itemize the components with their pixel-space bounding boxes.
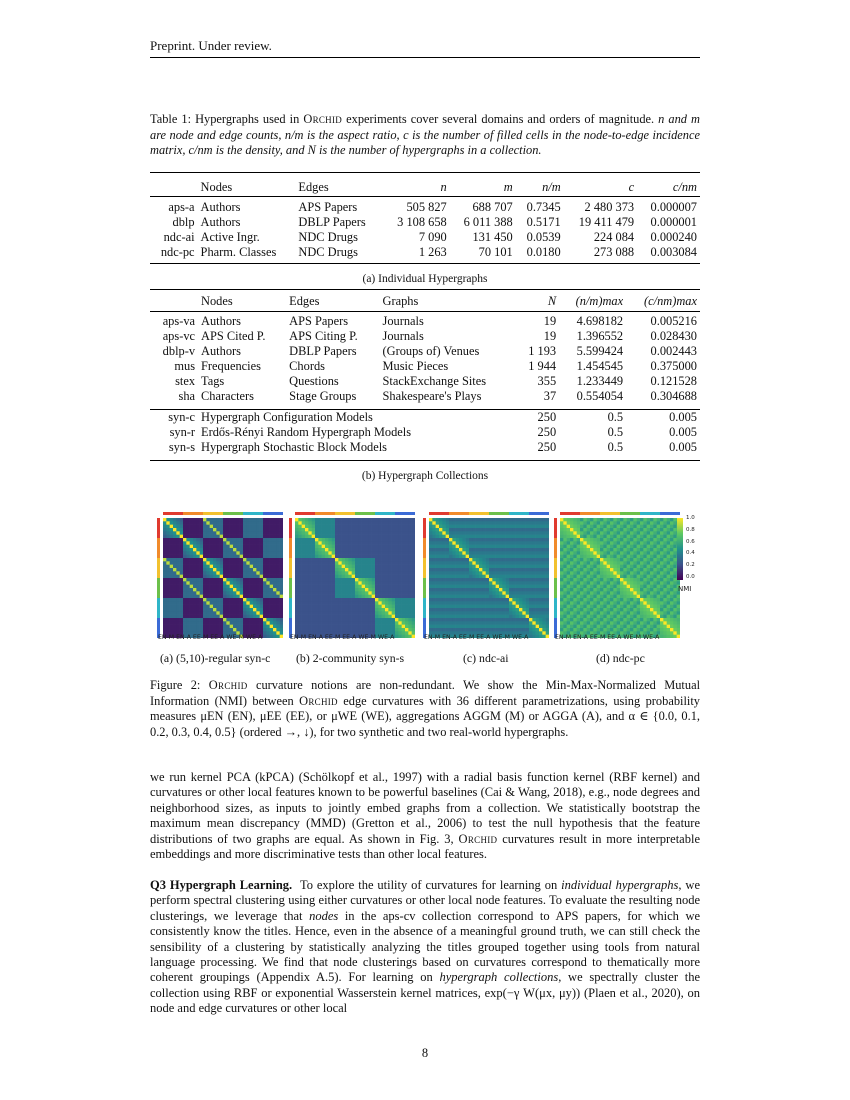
table-cell: 7 090 <box>418 230 447 244</box>
paragraph-kpca: we run kernel PCA (kPCA) (Schölkopf et al., 1997) with a radial basis function kernel (RBF kernel) and curvatures or other local features known to be powerful baselines (Cai & Wang, 2018), e.g., node degrees and neighborhood sizes, as inputs to jointly embed graphs from a collection. We statistically bootstrap the maximum mean discrepancy (MMD) (Gretton et al., 2006) to test the null hypothesis that the feature distributions of two graphs are equal. As shown in Fig. 3, Orchid curvatures result in more interpretable embeddings and more discriminative tests than other local features. <box>150 770 700 862</box>
table-cell: 505 827 <box>406 200 447 214</box>
table-cell: Characters <box>201 389 255 403</box>
table-cell: 0.005216 <box>650 314 697 328</box>
table1a-subcaption: (a) Individual Hypergraphs <box>362 273 488 285</box>
table-cell: 19 <box>543 314 557 328</box>
table-cell: 6 011 388 <box>463 215 513 229</box>
table-row <box>150 200 700 215</box>
table-cell: 0.121528 <box>650 374 697 388</box>
table1b-header-cell: N <box>547 293 557 308</box>
table1a <box>150 178 700 260</box>
table1a-mid-rule <box>150 196 700 197</box>
table1b-header-cell: (c/nm)max <box>644 293 697 308</box>
table-cell: APS Papers <box>298 200 358 214</box>
q3-heading: Q3 Hypergraph Learning. <box>150 878 293 892</box>
table1a-header-cell: c/nm <box>672 179 697 194</box>
table-cell: APS Cited P. <box>201 329 266 343</box>
table-cell: Erdős-Rényi Random Hypergraph Models <box>201 425 412 439</box>
table-cell: Stage Groups <box>289 389 357 403</box>
table-row <box>150 410 700 425</box>
table-cell: Shakespeare's Plays <box>382 389 482 403</box>
table-row <box>150 314 700 329</box>
panel-c-caption: (c) ndc-ai <box>463 651 509 665</box>
table-cell: APS Papers <box>289 314 349 328</box>
table-cell: Frequencies <box>201 359 261 373</box>
table-cell: 0.5 <box>607 440 624 454</box>
colorbar-tick: 0.2 <box>686 562 695 569</box>
table-cell: 1 944 <box>528 359 557 373</box>
table-cell: aps-va <box>162 314 196 328</box>
table-cell: dblp <box>172 215 195 229</box>
table-cell: 0.5 <box>607 410 624 424</box>
table-cell: 37 <box>543 389 557 403</box>
table-cell: APS Citing P. <box>289 329 358 343</box>
table-cell: 70 101 <box>478 245 513 259</box>
table-cell: 1 193 <box>528 344 557 358</box>
table-cell: 355 <box>537 374 557 388</box>
header-rule <box>150 57 700 58</box>
table-cell: syn-r <box>169 425 196 439</box>
table-cell: 0.005 <box>669 410 697 424</box>
table-row <box>150 230 700 245</box>
table-cell: 0.005 <box>669 440 697 454</box>
table-cell: Chords <box>289 359 325 373</box>
table-row <box>150 344 700 359</box>
table-cell: ndc-ai <box>163 230 195 244</box>
table-row <box>150 245 700 260</box>
table-cell: 0.5171 <box>526 215 561 229</box>
table-row <box>150 329 700 344</box>
table-cell: 5.599424 <box>576 344 624 358</box>
colorbar-tick: 1.0 <box>686 515 695 521</box>
table-cell: syn-c <box>168 410 196 424</box>
table-cell: 0.0180 <box>526 245 561 259</box>
table-cell: 131 450 <box>472 230 513 244</box>
table1b-mid-rule <box>150 311 700 312</box>
table-cell: 1.396552 <box>576 329 624 343</box>
table-cell: 0.005 <box>669 425 697 439</box>
table-cell: aps-vc <box>162 329 196 343</box>
tick-labels-a: EN-M EN-A EE-M EE-A WE-M WE-A <box>158 634 263 641</box>
table-cell: Journals <box>382 329 424 343</box>
table1b-header-cell: Edges <box>289 293 320 308</box>
table-cell: Journals <box>382 314 424 328</box>
table1a-bottom-rule <box>150 263 700 264</box>
table-cell: 250 <box>537 425 557 439</box>
table-cell: mus <box>174 359 196 373</box>
table-cell: 3 108 658 <box>397 215 447 229</box>
tick-labels-c: EN-M EN-A EE-M EE-A WE-M WE-A <box>424 634 529 641</box>
table-cell: 0.000007 <box>650 200 697 214</box>
table1a-header-cell <box>150 178 198 196</box>
table-cell: Tags <box>201 374 225 388</box>
table-cell: 19 <box>543 329 557 343</box>
table1a-header-cell: Nodes <box>200 179 233 194</box>
table-row <box>150 374 700 389</box>
table-cell: 1.233449 <box>576 374 624 388</box>
table1a-header-cell: n/m <box>542 179 561 194</box>
tick-labels-b: EN-M EN-A EE-M EE-A WE-M WE-A <box>290 634 395 641</box>
table-cell: 0.028430 <box>650 329 697 343</box>
table-cell: 688 707 <box>472 200 513 214</box>
table-cell: 250 <box>537 410 557 424</box>
table-row <box>150 425 700 440</box>
table-cell: Pharm. Classes <box>200 245 277 259</box>
table-cell: Authors <box>200 215 241 229</box>
table-cell: Authors <box>200 200 241 214</box>
table-cell: (Groups of) Venues <box>382 344 480 358</box>
table1b <box>150 292 700 455</box>
table1b-top-rule <box>150 289 700 290</box>
table-cell: 0.5 <box>607 425 624 439</box>
figure2-caption: Figure 2: Orchid curvature notions are non-redundant. We show the Min-Max-Normalized Mutual Information (NMI) between Orchid edge curvatures with 36 different parametrizations, using probability measures μEN (EN), μEE (EE), or μWE (WE), aggregations AGGM (M) or AGGA (A), and α ∈ {0.0, 0.1, 0.2, 0.3, 0.4, 0.5} (ordered →, ↓), for two synthetic and two real-world hypergraphs. <box>150 678 701 739</box>
table1a-header-cell: Edges <box>298 179 329 194</box>
heatmap-ndc-ai <box>423 512 549 638</box>
table-cell: 0.000240 <box>650 230 697 244</box>
table-cell: NDC Drugs <box>298 245 358 259</box>
table1b-header-cell: Graphs <box>382 293 419 308</box>
table-cell: 19 411 479 <box>578 215 635 229</box>
page-number: 8 <box>421 1046 429 1060</box>
table-cell: dblp-v <box>162 344 196 358</box>
table-cell: 0.003084 <box>650 245 697 259</box>
table-cell: 2 480 373 <box>584 200 635 214</box>
table-cell: StackExchange Sites <box>382 374 487 388</box>
table-cell: Hypergraph Stochastic Block Models <box>201 440 387 454</box>
table1b-bottom-rule <box>150 460 700 461</box>
table-cell: aps-a <box>168 200 195 214</box>
table-row <box>150 440 700 455</box>
table-cell: NDC Drugs <box>298 230 358 244</box>
table1b-subcaption: (b) Hypergraph Collections <box>361 470 489 482</box>
table-cell: Active Ingr. <box>200 230 260 244</box>
table-cell: 224 084 <box>593 230 635 244</box>
table1a-header-row <box>150 178 700 196</box>
heatmap-syn-c <box>157 512 283 638</box>
table-cell: ndc-pc <box>160 245 195 259</box>
panel-a-caption: (a) (5,10)-regular syn-c <box>160 651 271 665</box>
tick-labels-d: EN-M EN-A EE-M EE-A WE-M WE-A <box>555 634 660 641</box>
table1a-header-cell: c <box>628 179 635 194</box>
table1b-header-cell: (n/m)max <box>575 293 624 308</box>
table-cell: 1.454545 <box>576 359 624 373</box>
table-cell: 0.304688 <box>650 389 697 403</box>
table1b-header-row <box>150 292 700 310</box>
table-cell: DBLP Papers <box>298 215 366 229</box>
panel-d-caption: (d) ndc-pc <box>596 651 645 665</box>
table1a-header-cell: n <box>440 179 447 194</box>
colorbar-tick: 0.6 <box>686 538 695 545</box>
table-cell: sha <box>178 389 196 403</box>
table-cell: 0.7345 <box>526 200 561 214</box>
colorbar-tick: 0.8 <box>686 526 695 533</box>
table-cell: Hypergraph Configuration Models <box>201 410 373 424</box>
table-cell: 250 <box>537 440 557 454</box>
table-cell: 1 263 <box>418 245 447 259</box>
paragraph-q3: Q3 Hypergraph Learning. To explore the utility of curvatures for learning on individual hypergraphs, we perform spectral clustering using either curvatures or other local node features. To evaluate the resulting node clusterings, we leverage that nodes in the aps-cv collection correspond to APS papers, for which we consistently know the titles. Hence, even in the absence of a meaningful ground truth, we can still check the sensibility of a clustering by statistically analyzing the titles grouped together using tools from natural language processing. We find that node clusterings based on curvatures correspond to thematically more coherent groupings (Appendix A.5). For learning on hypergraph collections, we spectrally cluster the collection using RBF or exponential Wasserstein kernel matrices, exp(−γ W(μx, μy)) (Plaen et al., 2020), on node and edge curvatures or other local <box>150 878 701 1016</box>
table-cell: 0.002443 <box>650 344 697 358</box>
heatmap-ndc-pc <box>554 512 680 638</box>
colorbar-tick: 0.4 <box>686 550 695 557</box>
table1a-top-rule <box>150 172 700 173</box>
table-row <box>150 359 700 374</box>
table-cell: Authors <box>201 344 241 358</box>
table-cell: 0.000001 <box>650 215 697 229</box>
panel-b-caption: (b) 2-community syn-s <box>296 651 405 665</box>
table-cell: syn-s <box>168 440 196 454</box>
table-cell: 0.554054 <box>576 389 624 403</box>
table1b-syn-rule <box>150 409 700 410</box>
table-cell: 273 088 <box>593 245 635 259</box>
running-header: Preprint. Under review. <box>150 38 272 53</box>
table1b-header-cell: Nodes <box>201 293 233 308</box>
table-cell: 4.698182 <box>576 314 624 328</box>
table-cell: Questions <box>289 374 339 388</box>
table1-caption: Table 1: Hypergraphs used in Orchid experiments cover several domains and orders of magnitude. n and m are node and edge counts, n/m is the aspect ratio, c is the number of filled cells in the node-to-edge incidence matrix, c/nm is the density, and N is the number of hypergraphs in a collection. <box>150 112 700 157</box>
colorbar-tick: 0.0 <box>686 574 695 580</box>
heatmap-syn-s <box>289 512 415 638</box>
table-cell: 0.375000 <box>650 359 697 373</box>
table-cell: stex <box>175 374 196 388</box>
colorbar-label: NMI <box>678 585 692 593</box>
table-cell: 0.0539 <box>526 230 561 244</box>
table-cell: Music Pieces <box>382 359 449 373</box>
table1a-header-cell: m <box>503 179 513 194</box>
colorbar <box>677 518 683 580</box>
table1b-header-cell <box>150 292 198 310</box>
table-row <box>150 389 700 404</box>
table-row <box>150 215 700 230</box>
table-cell: Authors <box>201 314 241 328</box>
table-cell: DBLP Papers <box>289 344 357 358</box>
